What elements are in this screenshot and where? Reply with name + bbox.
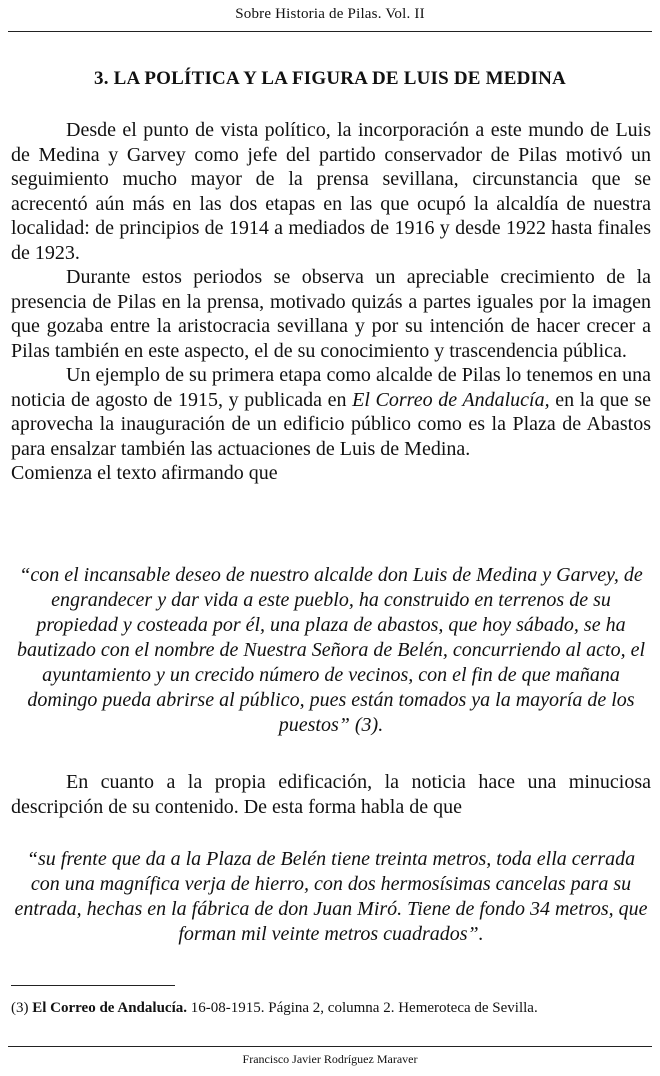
newspaper-name: El Correo de Andalucía,: [352, 388, 550, 411]
paragraph-1: Desde el punto de vista político, la incorporación a este mundo de Luis de Medina y Garvey como jefe del partido conservador de Pilas motivó un seguimiento mucho mayor de la prensa sevillana, circunstancia que se acrecentó aún más en las dos etapas en las que ocupó la alcaldía de nuestra localidad: de principios de 1914 a mediados de 1916 y desde 1922 hasta finales de 1923.: [11, 119, 651, 264]
paragraph-3-text-start: Un ejemplo de su primera etapa como alcalde de Pilas lo tenemos en una noticia de agosto de 1915, y publicada en: [11, 364, 651, 411]
page-footer-author: Francisco Javier Rodríguez Maraver: [242, 1052, 418, 1066]
paragraph-3-text-end: en la que se aprovecha la inauguración de un edificio público como es la Plaza de Abastos para ensalzar también las actuaciones de Luis de Medina.: [11, 388, 651, 460]
footer-divider: [8, 1046, 652, 1047]
running-header: Sobre Historia de Pilas. Vol. II: [235, 6, 425, 22]
body-text-middle: [11, 770, 651, 819]
paragraph-3: [11, 363, 651, 461]
block-quote-2: “su frente que da a la Plaza de Belén tiene treinta metros, toda ella cerrada con una magnífica verja de hierro, con dos hermosísimas cancelas para su entrada, hechas en la fábrica de don Juan Miró. Tiene de fondo 34 metros, que forman mil veinte metros cuadrados”.: [14, 848, 648, 945]
footnote-source: El Correo de Andalucía.: [32, 1000, 187, 1016]
paragraph-2: Durante estos periodos se observa un apreciable crecimiento de la presencia de Pilas en la prensa, motivado quizás a partes iguales por la imagen que gozaba entre la aristocracia sevillana y por su intención de hacer crecer a Pilas también en este aspecto, el de su conocimiento y trascendencia pública.: [11, 266, 651, 362]
paragraph-4: En cuanto a la propia edificación, la noticia hace una minuciosa descripción de su contenido. De esta forma habla de que: [11, 771, 651, 818]
footnote: [11, 1000, 538, 1017]
body-text-top: [11, 118, 651, 486]
footnote-divider: [11, 985, 175, 986]
footnote-details: 16-08-1915. Página 2, columna 2. Hemeroteca de Sevilla.: [190, 1000, 538, 1016]
block-quote-1: “con el incansable deseo de nuestro alcalde don Luis de Medina y Garvey, de engrandecer y dar vida a este pueblo, ha construido en terrenos de su propiedad y costeada por él, una plaza de abastos, que hoy sábado, se ha bautizado con el nombre de Nuestra Señora de Belén, concurriendo al acto, el ayuntamiento y un crecido número de vecinos, con el fin de que mañana domingo pueda abrirse al público, pues están tomados ya la mayoría de los puestos” (3).: [16, 564, 646, 736]
header-divider: [8, 31, 652, 32]
paragraph-3-continuation: Comienza el texto afirmando que: [11, 462, 278, 484]
footnote-number: (3): [11, 1000, 29, 1016]
section-title: 3. LA POLÍTICA Y LA FIGURA DE LUIS DE MEDINA: [94, 68, 566, 89]
